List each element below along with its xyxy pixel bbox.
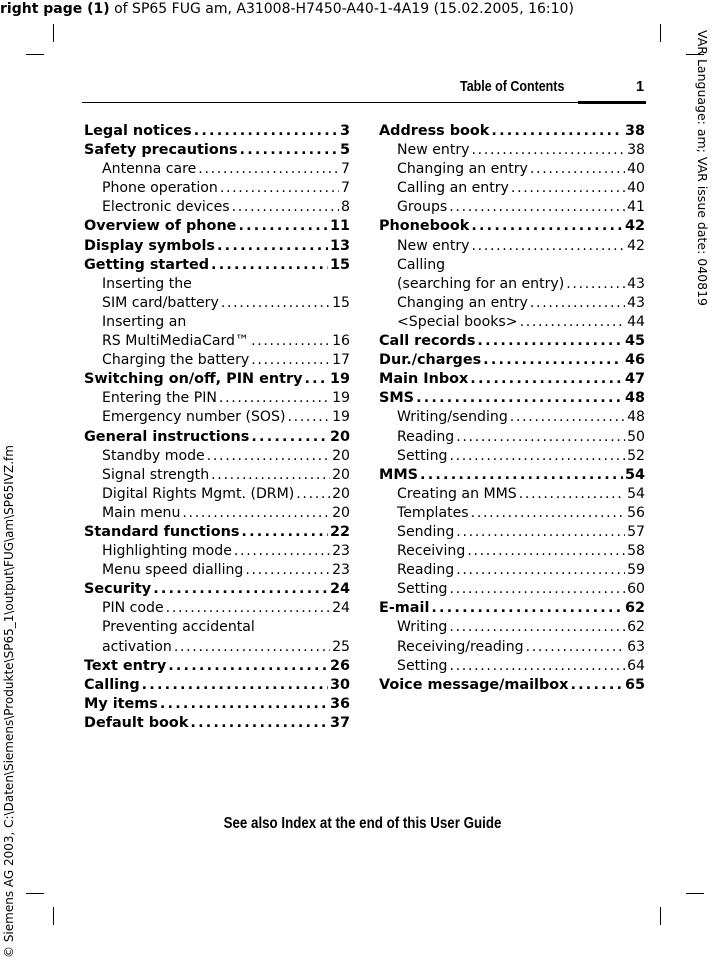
toc-entry[interactable]: [84, 447, 350, 466]
toc-entry[interactable]: [379, 160, 645, 179]
toc-entry-title: Signal strength: [102, 466, 210, 483]
toc-leader-dots: [232, 198, 339, 217]
toc-entry-page: 54: [627, 485, 645, 502]
toc-entry-page: 24: [332, 600, 350, 617]
toc-leader-dots: [287, 408, 330, 427]
toc-entry-title: Preventing accidental: [102, 619, 255, 636]
toc-entry-title: Menu speed dialling: [102, 562, 244, 579]
toc-leader-dots: [153, 580, 328, 599]
toc-entry-page: 15: [329, 256, 350, 273]
toc-entry-page: 30: [329, 676, 350, 693]
toc-entry-title: Setting: [397, 447, 448, 464]
toc-leader-dots: [194, 122, 338, 141]
toc-entry-title: Writing/sending: [397, 409, 508, 426]
toc-entry[interactable]: [84, 160, 350, 179]
toc-leader-dots: [472, 141, 626, 160]
toc-leader-dots: [570, 676, 623, 695]
toc-entry-title: Emergency number (SOS): [102, 409, 286, 426]
toc-leader-dots: [471, 217, 623, 236]
toc-entry-title: Templates: [397, 504, 469, 521]
toc-entry[interactable]: [84, 237, 350, 256]
toc-entry[interactable]: [84, 294, 350, 313]
toc-entry[interactable]: [379, 485, 645, 504]
toc-entry-page: 42: [627, 237, 645, 254]
toc-leader-dots: [449, 618, 625, 637]
toc-entry[interactable]: [84, 370, 350, 389]
toc-entry[interactable]: [84, 676, 350, 695]
toc-leader-dots: [530, 294, 625, 313]
toc-entry[interactable]: [379, 351, 645, 370]
toc-leader-dots: [472, 237, 626, 256]
toc-entry-page: 48: [624, 390, 645, 407]
toc-entry-page: 26: [329, 657, 350, 674]
toc-entry-title: Phone operation: [102, 180, 218, 197]
toc-entry-title: New entry: [397, 142, 470, 159]
toc-leader-dots: [477, 332, 623, 351]
toc-entry-page: 5: [339, 142, 350, 159]
toc-leader-dots: [219, 389, 330, 408]
toc-entry-page: 17: [332, 352, 350, 369]
toc-entry[interactable]: [84, 561, 350, 580]
toc-entry[interactable]: [379, 141, 645, 160]
toc-leader-dots: [220, 179, 339, 198]
toc-entry-title: Legal notices: [84, 123, 192, 139]
crop-mark: [53, 24, 54, 42]
toc-entry[interactable]: [379, 466, 645, 485]
toc-entry-page: 42: [624, 218, 645, 235]
toc-entry[interactable]: [379, 618, 645, 637]
toc-entry-page: 56: [627, 504, 645, 521]
toc-entry[interactable]: [379, 313, 645, 332]
toc-entry-title: Charging the battery: [102, 352, 250, 369]
toc-entry[interactable]: [379, 638, 645, 657]
toc-leader-dots: [519, 485, 625, 504]
toc-entry[interactable]: [379, 237, 645, 256]
crop-mark: [53, 907, 54, 925]
toc-leader-dots: [483, 351, 623, 370]
toc-entry[interactable]: [379, 580, 645, 599]
index-note-text: See also Index at the end of this User Guide: [223, 815, 502, 832]
toc-leader-dots: [456, 428, 625, 447]
toc-leader-dots: [449, 657, 625, 676]
toc-entry-title: Entering the PIN: [102, 390, 217, 407]
toc-entry-title: Calling: [84, 676, 140, 693]
toc-entry[interactable]: [84, 714, 350, 733]
toc-entry-page: 43: [627, 294, 645, 311]
toc-entry-page: 19: [329, 371, 350, 388]
toc-entry-title: Calling an entry: [397, 180, 509, 197]
toc-entry[interactable]: [84, 179, 350, 198]
toc-entry-page: 50: [627, 428, 645, 445]
toc-leader-dots: [211, 466, 330, 485]
toc-leader-dots: [251, 332, 330, 351]
toc-entry-title: RS MultiMediaCard™: [102, 333, 250, 350]
toc-entry-title: activation: [102, 638, 172, 655]
toc-entry-title: Changing an entry: [397, 161, 528, 178]
toc-entry-page: 22: [329, 523, 350, 540]
toc-leader-dots: [431, 599, 623, 618]
toc-entry-title: New entry: [397, 237, 470, 254]
toc-entry-page: 24: [329, 581, 350, 598]
toc-leader-dots: [241, 523, 328, 542]
toc-entry-title: Address book: [379, 123, 490, 139]
toc-entry-title: Setting: [397, 657, 448, 674]
toc-entry[interactable]: [84, 141, 350, 160]
crop-mark: [686, 893, 704, 894]
toc-leader-dots: [449, 447, 625, 466]
toc-entry[interactable]: [84, 695, 350, 714]
toc-entry-page: 20: [332, 485, 350, 502]
toc-entry-title: Receiving/reading: [397, 638, 524, 655]
toc-entry-page: 44: [627, 313, 645, 330]
toc-leader-dots: [221, 294, 330, 313]
toc-entry-title: Standby mode: [102, 447, 205, 464]
toc-entry-title: Reading: [397, 562, 455, 579]
toc-leader-dots: [190, 714, 328, 733]
toc-leader-dots: [296, 485, 330, 504]
toc-entry-page: 47: [624, 371, 645, 388]
toc-entry-page: 13: [329, 237, 350, 254]
toc-entry[interactable]: [84, 313, 350, 332]
print-job-caption: [0, 0, 574, 18]
toc-leader-dots: [182, 504, 330, 523]
toc-entry-title: Voice message/mailbox: [379, 676, 569, 693]
toc-entry-title: Digital Rights Mgmt. (DRM): [102, 485, 295, 502]
toc-entry-title: Call records: [379, 333, 476, 350]
toc-leader-dots: [207, 447, 330, 466]
toc-entry-page: 62: [624, 600, 645, 617]
toc-leader-dots: [174, 638, 330, 657]
toc-entry-page: 38: [627, 142, 645, 159]
toc-entry[interactable]: [84, 198, 350, 217]
toc-leader-dots: [160, 695, 328, 714]
toc-entry-title: SMS: [379, 390, 415, 407]
toc-entry-title: Phonebook: [379, 218, 470, 235]
toc-entry[interactable]: [379, 389, 645, 408]
toc-leader-dots: [467, 542, 625, 561]
toc-leader-dots: [251, 428, 328, 447]
toc-entry[interactable]: [379, 122, 645, 141]
toc-leader-dots: [449, 198, 625, 217]
header-rule-accent: [578, 101, 646, 104]
toc-entry-page: 63: [627, 638, 645, 655]
toc-entry-title: Safety precautions: [84, 142, 238, 159]
crop-mark: [26, 893, 44, 894]
toc-leader-dots: [491, 122, 623, 141]
file-path-caption: © Siemens AG 2003, C:\Daten\Siemens\Produkte\SP65_1\output\FUG\am\SP65IVZ.fm: [2, 445, 16, 958]
crop-mark: [26, 54, 44, 55]
toc-entry[interactable]: [379, 294, 645, 313]
toc-entry-page: 41: [627, 199, 645, 216]
toc-entry-page: 7: [341, 180, 350, 197]
toc-entry-title: SIM card/battery: [102, 294, 219, 311]
toc-entry-title: Getting started: [84, 256, 210, 273]
toc-entry-title: Writing: [397, 619, 448, 636]
toc-entry-title: Security: [84, 581, 152, 598]
toc-entry-title: Setting: [397, 581, 448, 598]
toc-entry[interactable]: [379, 657, 645, 676]
toc-entry-title: Display symbols: [84, 237, 215, 254]
toc-entry-title: Changing an entry: [397, 294, 528, 311]
toc-entry-title: General instructions: [84, 428, 250, 445]
toc-entry[interactable]: [84, 332, 350, 351]
toc-entry-title: Main Inbox: [379, 371, 469, 388]
toc-entry-page: 48: [627, 409, 645, 426]
toc-entry-page: 20: [329, 428, 350, 445]
toc-leader-dots: [471, 504, 625, 523]
toc-entry[interactable]: [379, 447, 645, 466]
toc-entry-page: 8: [341, 199, 350, 216]
crop-mark: [660, 24, 661, 42]
toc-entry-page: 20: [332, 466, 350, 483]
toc-entry-title: Standard functions: [84, 523, 240, 540]
toc-entry[interactable]: [84, 657, 350, 676]
toc-entry[interactable]: [84, 275, 350, 294]
page-title: Table of Contents: [460, 79, 565, 95]
toc-entry-page: 65: [624, 676, 645, 693]
toc-leader-dots: [234, 542, 330, 561]
language-caption: VAR Language: am; VAR issue date: 040819: [695, 30, 710, 306]
toc-entry[interactable]: [379, 179, 645, 198]
toc-entry[interactable]: [379, 504, 645, 523]
toc-entry-page: 52: [627, 447, 645, 464]
toc-entry-title: Default book: [84, 714, 189, 731]
toc-left-column: [84, 122, 350, 733]
print-job-details: of SP65 FUG am, A31008-H7450-A40-1-4A19 (15.02.2005, 16:10): [109, 1, 574, 17]
toc-leader-dots: [456, 561, 625, 580]
toc-entry-title: Inserting an: [102, 313, 187, 330]
toc-leader-dots: [456, 523, 625, 542]
header-rule: [82, 102, 646, 103]
toc-entry-page: 54: [624, 466, 645, 483]
toc-entry-title: Main menu: [102, 504, 181, 521]
toc-leader-dots: [168, 657, 328, 676]
toc-entry-page: 7: [341, 161, 350, 178]
toc-entry[interactable]: [84, 351, 350, 370]
toc-leader-dots: [520, 313, 625, 332]
toc-entry[interactable]: [84, 542, 350, 561]
toc-entry[interactable]: [84, 638, 350, 657]
toc-entry-title: Antenna care: [102, 161, 197, 178]
toc-entry-page: 57: [627, 523, 645, 540]
print-job-page-label: right page (1): [0, 1, 110, 17]
toc-entry[interactable]: [84, 408, 350, 427]
toc-entry-title: Highlighting mode: [102, 543, 232, 560]
toc-entry-page: 16: [332, 333, 350, 350]
toc-leader-dots: [251, 351, 330, 370]
toc-leader-dots: [166, 599, 330, 618]
toc-entry-page: 25: [332, 638, 350, 655]
toc-entry-title: Sending: [397, 523, 455, 540]
toc-entry-page: 40: [627, 161, 645, 178]
toc-entry[interactable]: [84, 217, 350, 236]
toc-leader-dots: [530, 160, 625, 179]
toc-entry-page: 43: [627, 275, 645, 292]
toc-entry-page: 58: [627, 543, 645, 560]
toc-entry-page: 37: [329, 714, 350, 731]
toc-entry-title: Reading: [397, 428, 455, 445]
toc-entry-page: 62: [627, 619, 645, 636]
toc-leader-dots: [198, 160, 339, 179]
toc-entry[interactable]: [84, 256, 350, 275]
toc-entry-page: 46: [624, 352, 645, 369]
toc-entry-title: (searching for an entry): [397, 275, 565, 292]
toc-entry-title: Text entry: [84, 657, 167, 674]
index-note: [0, 815, 725, 833]
toc-entry-title: Electronic devices: [102, 199, 230, 216]
toc-entry[interactable]: [379, 542, 645, 561]
toc-entry-title: My items: [84, 695, 158, 712]
toc-entry-title: MMS: [379, 466, 419, 483]
toc-entry-title: Overview of phone: [84, 218, 237, 235]
toc-entry-page: 3: [339, 123, 350, 139]
toc-entry[interactable]: [84, 523, 350, 542]
toc-leader-dots: [416, 389, 623, 408]
toc-entry[interactable]: [379, 523, 645, 542]
toc-leader-dots: [420, 466, 623, 485]
toc-entry[interactable]: [379, 275, 645, 294]
toc-leader-dots: [211, 256, 328, 275]
toc-entry-page: 20: [332, 504, 350, 521]
page-number: 1: [636, 79, 645, 95]
toc-entry[interactable]: [379, 561, 645, 580]
toc-leader-dots: [245, 561, 330, 580]
toc-entry-page: 40: [627, 180, 645, 197]
toc-leader-dots: [217, 237, 328, 256]
toc-entry[interactable]: [84, 466, 350, 485]
toc-entry[interactable]: [379, 428, 645, 447]
toc-entry-page: 60: [627, 581, 645, 598]
toc-leader-dots: [566, 275, 625, 294]
toc-entry[interactable]: [84, 122, 350, 141]
toc-leader-dots: [510, 408, 625, 427]
toc-entry[interactable]: [84, 485, 350, 504]
toc-entry-page: 15: [332, 294, 350, 311]
toc-entry-page: 19: [332, 409, 350, 426]
toc-entry[interactable]: [84, 504, 350, 523]
toc-right-column: [379, 122, 645, 695]
toc-leader-dots: [449, 580, 625, 599]
toc-entry-title: Inserting the: [102, 275, 192, 292]
toc-entry[interactable]: [379, 408, 645, 427]
toc-entry-page: 19: [332, 390, 350, 407]
toc-entry[interactable]: [84, 389, 350, 408]
toc-entry[interactable]: [84, 599, 350, 618]
toc-entry[interactable]: [84, 428, 350, 447]
toc-leader-dots: [142, 676, 328, 695]
toc-entry-title: E-mail: [379, 600, 430, 617]
toc-entry-page: 59: [627, 562, 645, 579]
toc-leader-dots: [238, 217, 328, 236]
toc-leader-dots: [511, 179, 625, 198]
toc-entry-title: <Special books>: [397, 313, 518, 330]
toc-entry[interactable]: [379, 217, 645, 236]
toc-leader-dots: [240, 141, 338, 160]
toc-entry[interactable]: [84, 580, 350, 599]
toc-entry-title: PIN code: [102, 600, 164, 617]
toc-entry[interactable]: [379, 599, 645, 618]
toc-leader-dots: [470, 370, 623, 389]
toc-entry[interactable]: [379, 198, 645, 217]
toc-leader-dots: [304, 370, 328, 389]
toc-entry-page: 20: [332, 447, 350, 464]
toc-entry-page: 45: [624, 333, 645, 350]
toc-entry-title: Dur./charges: [379, 352, 482, 369]
toc-entry-title: Receiving: [397, 543, 466, 560]
toc-entry-title: Groups: [397, 199, 448, 216]
toc-entry-page: 23: [332, 543, 350, 560]
toc-leader-dots: [526, 638, 625, 657]
toc-entry[interactable]: [379, 332, 645, 351]
toc-entry-title: Switching on/off, PIN entry: [84, 371, 303, 388]
toc-entry[interactable]: [379, 370, 645, 389]
toc-entry-page: 11: [329, 218, 350, 235]
toc-entry-page: 23: [332, 562, 350, 579]
toc-entry-title: Calling: [397, 256, 446, 273]
toc-entry-page: 36: [329, 695, 350, 712]
toc-entry-page: 38: [624, 123, 645, 139]
crop-mark: [660, 907, 661, 925]
toc-entry[interactable]: [379, 676, 645, 695]
toc-entry[interactable]: [84, 618, 350, 637]
toc-entry-page: 64: [627, 657, 645, 674]
toc-entry[interactable]: [379, 256, 645, 275]
toc-entry-title: Creating an MMS: [397, 485, 517, 502]
